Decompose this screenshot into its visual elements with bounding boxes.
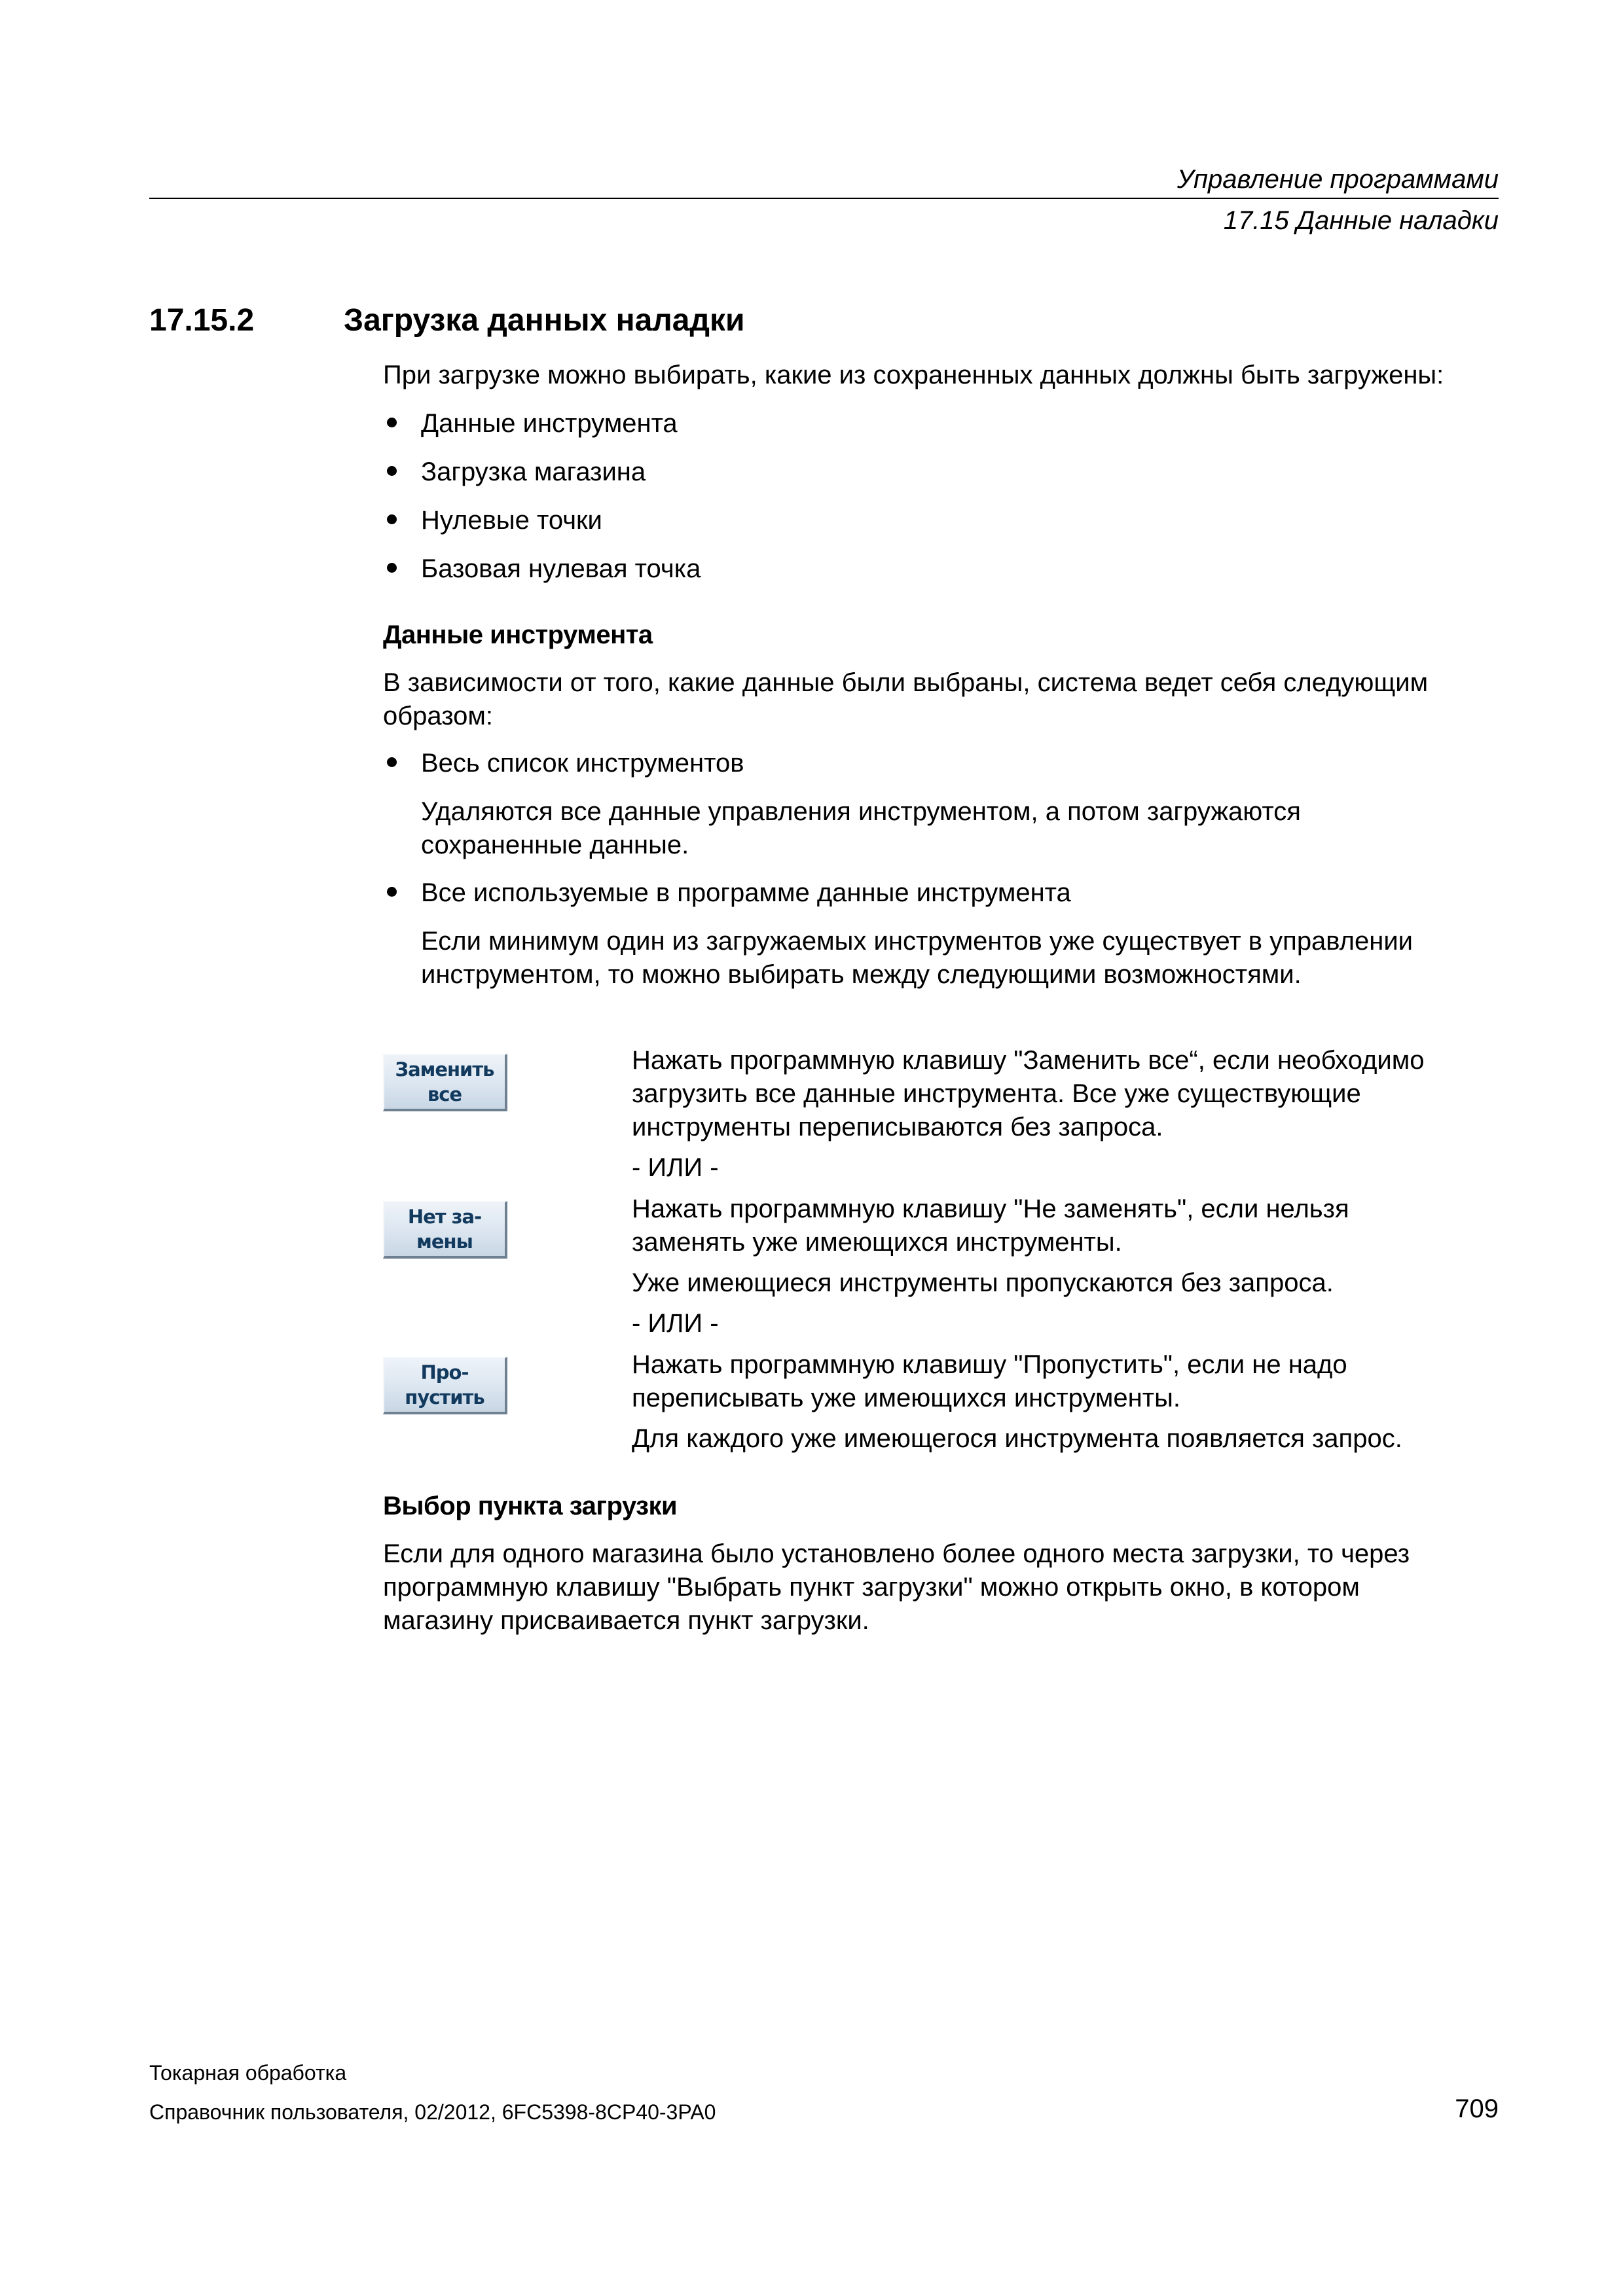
- list-item: Базовая нулевая точка: [421, 552, 701, 586]
- footer-manual-info: Справочник пользователя, 02/2012, 6FC5398-8CP40-3PA0: [149, 2100, 716, 2124]
- bullet-icon: [387, 466, 397, 476]
- load-point-paragraph-line: программную клавишу "Выбрать пункт загрузки" можно открыть окно, в котором: [383, 1573, 1360, 1602]
- tool-data-intro-line1: В зависимости от того, какие данные были выбраны, система ведет себя следующим: [383, 668, 1429, 697]
- option-description-line: инструментом, то можно выбирать между следующими возможностями.: [421, 960, 1302, 989]
- page-number: 709: [1455, 2094, 1499, 2123]
- load-point-paragraph-line: магазину присваивается пункт загрузки.: [383, 1606, 869, 1635]
- or-separator: - ИЛИ -: [632, 1153, 719, 1182]
- softkey-description-line: инструменты переписываются без запроса.: [632, 1113, 1163, 1141]
- list-item: Данные инструмента: [421, 407, 678, 440]
- list-item: Весь список инструментов: [421, 747, 744, 780]
- skip-softkey[interactable]: Про- пустить: [383, 1357, 507, 1414]
- list-item: Загрузка магазина: [421, 456, 646, 489]
- section-title: Загрузка данных наладки: [344, 303, 745, 338]
- section-number: 17.15.2: [149, 303, 255, 338]
- load-point-paragraph-line: Если для одного магазина было установлено более одного места загрузки, то через: [383, 1539, 1410, 1568]
- bullet-icon: [387, 757, 397, 767]
- softkey-note: Уже имеющиеся инструменты пропускаются без запроса.: [632, 1268, 1334, 1297]
- softkey-description-line: загрузить все данные инструмента. Все уже существующие: [632, 1079, 1361, 1108]
- replace-all-softkey[interactable]: Заменить все: [383, 1054, 507, 1111]
- tool-data-intro-line2: образом:: [383, 702, 493, 730]
- bullet-icon: [387, 514, 397, 524]
- bullet-icon: [387, 418, 397, 427]
- running-header-section: 17.15 Данные наладки: [1223, 206, 1499, 235]
- softkey-description-line: Нажать программную клавишу "Пропустить", если не надо: [632, 1350, 1347, 1379]
- bullet-icon: [387, 563, 397, 573]
- softkey-description-line: переписывать уже имеющихся инструменты.: [632, 1384, 1180, 1412]
- no-replace-softkey[interactable]: Нет за- мены: [383, 1201, 507, 1259]
- intro-paragraph: При загрузке можно выбирать, какие из сохраненных данных должны быть загружены:: [383, 361, 1444, 389]
- header-rule: [149, 198, 1499, 199]
- subheading-load-point: Выбор пункта загрузки: [383, 1492, 678, 1520]
- or-separator: - ИЛИ -: [632, 1309, 719, 1338]
- bullet-icon: [387, 887, 397, 897]
- subheading-tool-data: Данные инструмента: [383, 620, 653, 649]
- softkey-note: Для каждого уже имеющегося инструмента появляется запрос.: [632, 1424, 1402, 1453]
- option-description-line: Удаляются все данные управления инструментом, а потом загружаются: [421, 797, 1301, 826]
- list-item: Нулевые точки: [421, 504, 602, 537]
- footer-product: Токарная обработка: [149, 2061, 347, 2085]
- option-description-line: Если минимум один из загружаемых инструментов уже существует в управлении: [421, 927, 1413, 956]
- option-description-line: сохраненные данные.: [421, 831, 689, 859]
- softkey-description-line: Нажать программную клавишу "Заменить все“, если необходимо: [632, 1046, 1425, 1075]
- softkey-description-line: Нажать программную клавишу "Не заменять", если нельзя: [632, 1194, 1349, 1223]
- running-header-chapter: Управление программами: [1176, 165, 1499, 194]
- softkey-description-line: заменять уже имеющихся инструменты.: [632, 1228, 1122, 1257]
- list-item: Все используемые в программе данные инструмента: [421, 876, 1071, 910]
